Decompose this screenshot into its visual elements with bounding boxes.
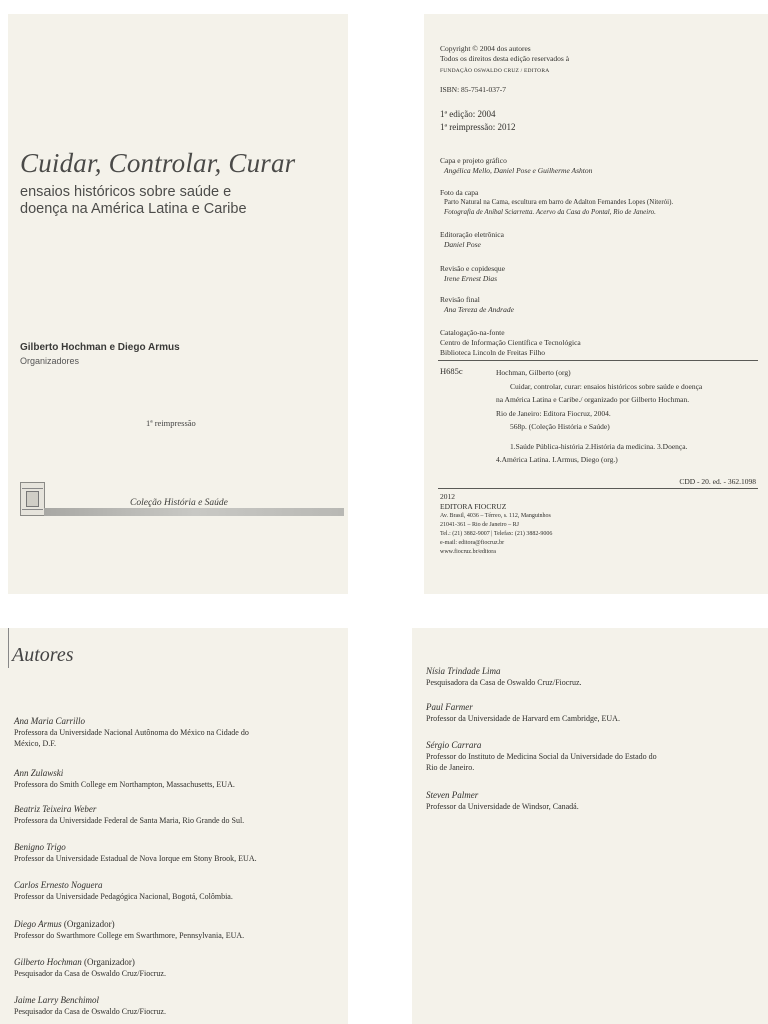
cataloging-2: Biblioteca Lincoln de Freitas Filho bbox=[440, 348, 545, 357]
author-name: Steven Palmer bbox=[426, 790, 479, 800]
author-entry bbox=[14, 804, 344, 826]
cover-page bbox=[8, 14, 348, 594]
author-entry bbox=[426, 666, 756, 688]
author-desc: Professor da Universidade Pedagógica Nacional, Bogotá, Colômbia. bbox=[14, 892, 233, 901]
author-name: Carlos Ernesto Noguera bbox=[14, 880, 103, 890]
author-entry bbox=[14, 957, 344, 979]
author-entry bbox=[426, 790, 756, 812]
author-entry bbox=[14, 768, 344, 790]
author-desc: Professora da Universidade Federal de Santa Maria, Rio Grande do Sul. bbox=[14, 816, 245, 825]
cat-line: na América Latina e Caribe./ organizado por Gilberto Hochman. bbox=[496, 395, 690, 404]
authors-page-continued bbox=[412, 628, 768, 1024]
author-desc: Professor da Universidade de Windsor, Canadá. bbox=[426, 802, 579, 811]
isbn: ISBN: 85-7541-037-7 bbox=[440, 85, 507, 94]
collection-bar bbox=[44, 508, 344, 516]
author-desc: Professor do Swarthmore College em Swarthmore, Pennsylvania, EUA. bbox=[14, 931, 245, 940]
cover-photo-2: Fotografia de Aníbal Sciarretta. Acervo da Casa do Pontal, Rio de Janeiro. bbox=[444, 208, 656, 216]
author-desc: Pesquisadora da Casa de Oswaldo Cruz/Fiocruz. bbox=[426, 678, 582, 687]
website: www.fiocruz.br/editora bbox=[440, 549, 496, 555]
cdd: CDD - 20. ed. - 362.1098 bbox=[679, 477, 756, 486]
author-desc: México, D.F. bbox=[14, 739, 57, 748]
cover-photo-1: Parto Natural na Cama, escultura em barro de Adalton Fernandes Lopes (Niterói). bbox=[444, 198, 674, 206]
author-desc: Professor do Instituto de Medicina Social da Universidade do Estado do bbox=[426, 752, 657, 761]
reprint-note: 1ª reimpressão bbox=[146, 418, 196, 428]
cat-line: Cuidar, controlar, curar: ensaios históricos sobre saúde e doença bbox=[510, 381, 703, 391]
author-desc: Pesquisador da Casa de Oswaldo Cruz/Fiocruz. bbox=[14, 1007, 166, 1016]
author-name: Beatriz Teixeira Weber bbox=[14, 804, 97, 814]
cataloging-1: Centro de Informação Científica e Tecnológica bbox=[440, 338, 581, 347]
book-subtitle bbox=[20, 184, 320, 218]
cat-line: Hochman, Gilberto (org) bbox=[496, 368, 571, 377]
cover-photo-label: Foto da capa bbox=[440, 188, 479, 197]
cat-line: Rio de Janeiro: Editora Fiocruz, 2004. bbox=[496, 408, 611, 418]
author-name: Paul Farmer bbox=[426, 702, 473, 712]
email: e-mail: editora@fiocruz.br bbox=[440, 540, 505, 546]
cat-code: H685c bbox=[440, 366, 463, 376]
author-entry bbox=[14, 880, 344, 902]
catalog-record bbox=[496, 366, 756, 467]
subtitle-line: ensaios históricos sobre saúde e bbox=[20, 184, 232, 200]
publisher: EDITORA FIOCRUZ bbox=[440, 502, 507, 511]
address-line: Av. Brasil, 4036 – Térreo, s. 112, Manguinhos bbox=[440, 513, 551, 519]
heading-rule bbox=[8, 628, 9, 668]
year: 2012 bbox=[440, 492, 455, 501]
rights: Todos os direitos desta edição reservados à bbox=[440, 54, 570, 63]
author-desc: Rio de Janeiro. bbox=[426, 763, 475, 772]
organizers-label: Organizadores bbox=[20, 356, 80, 366]
author-desc: Professora do Smith College em Northampton, Massachusetts, EUA. bbox=[14, 780, 235, 789]
authors-heading: Autores bbox=[12, 644, 74, 666]
author-desc: Pesquisador da Casa de Oswaldo Cruz/Fiocruz. bbox=[14, 969, 166, 978]
author-name: Ana Maria Carrillo bbox=[14, 716, 86, 726]
cover-design-label: Capa e projeto gráfico bbox=[440, 156, 507, 165]
address-line: Tel.: (21) 3882-9007 | Telefax: (21) 3882-9006 bbox=[440, 531, 553, 537]
author-name: Sérgio Carrara bbox=[426, 740, 482, 750]
subtitle-line: doença na América Latina e Caribe bbox=[20, 201, 247, 217]
author-entry bbox=[426, 702, 756, 724]
electronic-label: Editoração eletrônica bbox=[440, 230, 504, 239]
authors-page bbox=[0, 628, 348, 1024]
author-name-text: Diego Armus bbox=[14, 919, 62, 929]
author-name: Nísia Trindade Lima bbox=[426, 666, 501, 676]
cat-line: 4.América Latina. I.Armus, Diego (org.) bbox=[496, 455, 618, 464]
electronic: Daniel Pose bbox=[444, 240, 481, 249]
author-name-text: Gilberto Hochman bbox=[14, 957, 82, 967]
author-desc: Professora da Universidade Nacional Autônoma do México na Cidade do bbox=[14, 728, 249, 737]
author-name bbox=[14, 957, 344, 968]
colophon-page bbox=[424, 14, 768, 594]
author-name: Benigno Trigo bbox=[14, 842, 66, 852]
cat-line: 1.Saúde Pública-história 2.História da medicina. 3.Doença. bbox=[510, 441, 688, 451]
cat-line: 568p. (Coleção História e Saúde) bbox=[510, 422, 610, 431]
reprint: 1ª reimpressão: 2012 bbox=[440, 122, 516, 132]
review-label: Revisão e copidesque bbox=[440, 264, 505, 273]
review: Irene Ernest Dias bbox=[444, 274, 498, 283]
publisher-small: FUNDAÇÃO OSWALDO CRUZ / EDITORA bbox=[440, 68, 550, 74]
cover-authors: Gilberto Hochman e Diego Armus bbox=[20, 342, 180, 353]
author-desc: Professor da Universidade de Harvard em Cambridge, EUA. bbox=[426, 714, 620, 723]
author-entry bbox=[14, 842, 344, 864]
author-role: (Organizador) bbox=[63, 919, 115, 929]
publisher-logo-icon bbox=[20, 482, 45, 516]
author-name: Ann Zulawski bbox=[14, 768, 64, 778]
author-name bbox=[14, 919, 344, 930]
final-review: Ana Tereza de Andrade bbox=[444, 305, 514, 314]
author-entry bbox=[426, 740, 756, 773]
divider bbox=[438, 360, 758, 361]
author-name: Jaime Larry Benchimol bbox=[14, 995, 99, 1005]
author-entry bbox=[14, 995, 344, 1017]
author-role: (Organizador) bbox=[84, 957, 135, 967]
copyright: Copyright © 2004 dos autores bbox=[440, 44, 531, 53]
cover-design: Angélica Mello, Daniel Pose e Guilherme Ashton bbox=[444, 166, 593, 175]
divider bbox=[438, 488, 758, 489]
author-desc: Professor da Universidade Estadual de Nova Iorque em Stony Brook, EUA. bbox=[14, 854, 257, 863]
edition: 1ª edição: 2004 bbox=[440, 109, 496, 119]
address-line: 21041-361 – Rio de Janeiro – RJ bbox=[440, 522, 519, 528]
collection-name: Coleção História e Saúde bbox=[130, 498, 228, 508]
book-title: Cuidar, Controlar, Curar bbox=[20, 148, 296, 178]
cataloging-label: Catalogação-na-fonte bbox=[440, 328, 505, 337]
author-entry bbox=[14, 716, 344, 749]
author-entry bbox=[14, 919, 344, 941]
final-review-label: Revisão final bbox=[440, 295, 480, 304]
